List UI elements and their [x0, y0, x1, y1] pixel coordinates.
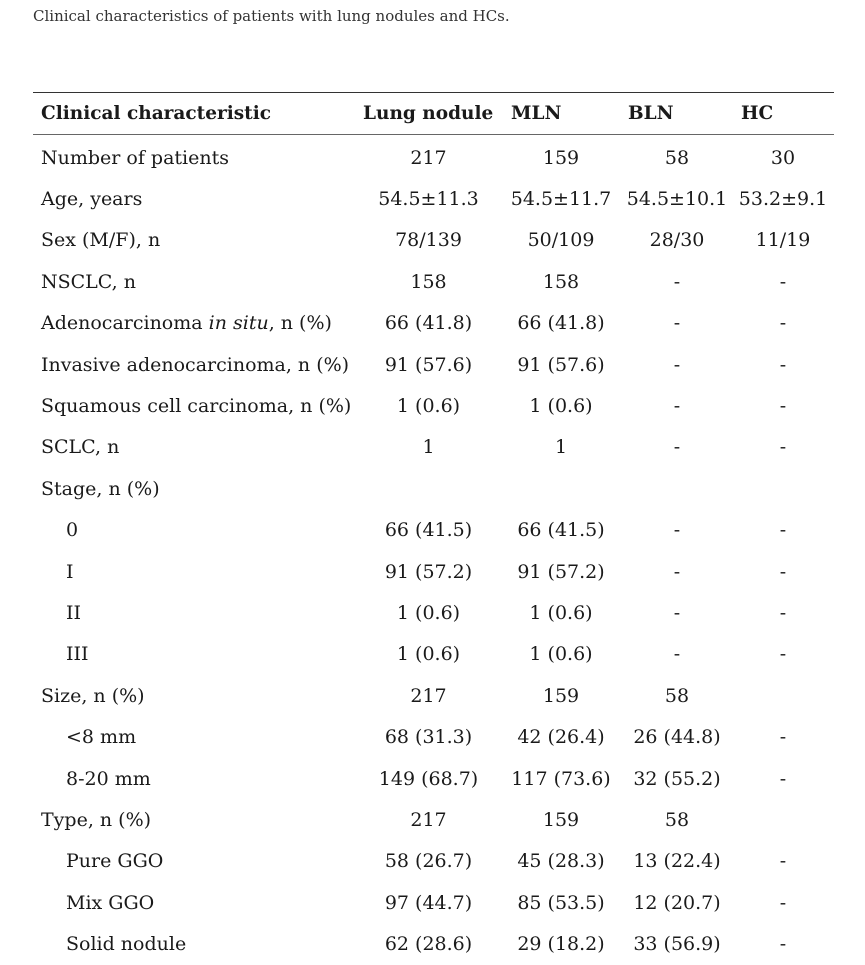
cell-bln: 33 (56.9): [633, 933, 721, 956]
cell-bln: -: [673, 395, 681, 418]
cell-lung-nodule: 217: [410, 684, 447, 707]
cell-lung-nodule: 78/139: [395, 229, 462, 252]
row-label: [41, 303, 332, 344]
table-row: [33, 178, 834, 219]
cell-bln: -: [673, 643, 681, 666]
table-row: [33, 675, 834, 716]
header-clinical-characteristic: Clinical characteristic: [41, 103, 272, 124]
cell-hc: -: [779, 601, 787, 624]
cell-bln: -: [673, 312, 681, 335]
cell-mln: 42 (26.4): [517, 726, 605, 749]
table-body: [33, 135, 834, 965]
cell-bln: -: [673, 601, 681, 624]
cell-hc: -: [779, 560, 787, 583]
cell-hc: -: [779, 312, 787, 335]
row-label: III: [66, 643, 89, 666]
table-row: [33, 385, 834, 426]
cell-lung-nodule: 1 (0.6): [396, 395, 461, 418]
table-row: [33, 344, 834, 385]
cell-mln: 159: [542, 146, 580, 169]
cell-lung-nodule: 68 (31.3): [384, 726, 473, 749]
cell-lung-nodule: [351, 468, 506, 509]
row-label: 0: [66, 519, 79, 542]
cell-bln: -: [673, 436, 681, 459]
cell-hc: -: [779, 519, 787, 542]
cell-lung-nodule: 91 (57.2): [384, 560, 473, 583]
row-label: Squamous cell carcinoma, n (%): [41, 395, 352, 418]
cell-bln: -: [673, 519, 681, 542]
row-label: II: [66, 601, 82, 624]
cell-mln: 54.5±11.7: [510, 188, 612, 211]
table-row: [33, 799, 834, 840]
row-label: Stage, n (%): [41, 477, 160, 500]
cell-hc: [732, 675, 834, 716]
table-row: [33, 510, 834, 551]
cell-lung-nodule: 158: [410, 270, 447, 293]
cell-lung-nodule: 217: [410, 146, 447, 169]
cell-lung-nodule: 54.5±11.3: [378, 188, 479, 211]
cell-mln: 45 (28.3): [517, 850, 605, 873]
table-row: [33, 427, 834, 468]
cell-bln: -: [673, 353, 681, 376]
cell-hc: [732, 799, 834, 840]
cell-mln: 29 (18.2): [517, 933, 605, 956]
row-label: <8 mm: [66, 726, 137, 749]
cell-hc: -: [779, 767, 787, 790]
header-lung-nodule: Lung nodule: [363, 103, 494, 124]
table-row: [33, 882, 834, 923]
cell-lung-nodule: 1 (0.6): [396, 643, 461, 666]
row-label-post: , n (%): [268, 312, 332, 335]
cell-mln: 91 (57.6): [517, 353, 605, 376]
cell-hc: 30: [770, 146, 796, 169]
cell-hc: -: [779, 436, 787, 459]
clinical-table: [33, 92, 834, 965]
table-header-row: [33, 93, 834, 134]
table-row: [33, 923, 834, 964]
cell-mln: 117 (73.6): [511, 767, 611, 790]
cell-mln: [506, 468, 616, 509]
row-label: Pure GGO: [66, 850, 164, 873]
cell-mln: 66 (41.5): [517, 519, 605, 542]
row-label: I: [66, 560, 74, 583]
cell-hc: -: [779, 643, 787, 666]
cell-mln: 158: [542, 270, 580, 293]
cell-bln: 58: [664, 146, 690, 169]
row-label: NSCLC, n: [41, 270, 136, 293]
cell-bln: 54.5±10.1: [626, 188, 728, 211]
cell-bln: 13 (22.4): [633, 850, 721, 873]
table-row: [33, 592, 834, 633]
table-row: [33, 716, 834, 757]
table-row: [33, 303, 834, 344]
cell-bln: 32 (55.2): [633, 767, 721, 790]
table-row: [33, 551, 834, 592]
cell-lung-nodule: 91 (57.6): [384, 353, 473, 376]
cell-hc: 53.2±9.1: [738, 188, 828, 211]
cell-mln: 1 (0.6): [529, 601, 593, 624]
table-row: [33, 220, 834, 261]
cell-mln: 1 (0.6): [529, 643, 593, 666]
row-label-pre: Adenocarcinoma: [41, 312, 209, 335]
cell-lung-nodule: 66 (41.5): [384, 519, 473, 542]
header-mln: MLN: [511, 103, 562, 124]
cell-bln: -: [673, 560, 681, 583]
table-row: [33, 261, 834, 302]
table-row: [33, 137, 834, 178]
cell-hc: -: [779, 933, 787, 956]
table-row: [33, 634, 834, 675]
row-label: 8-20 mm: [66, 767, 151, 790]
cell-mln: 66 (41.8): [517, 312, 605, 335]
table-row: [33, 758, 834, 799]
cell-hc: 11/19: [755, 229, 811, 252]
table-row: [33, 468, 834, 509]
row-label: Mix GGO: [66, 891, 155, 914]
row-label: Age, years: [41, 188, 143, 211]
cell-mln: 50/109: [527, 229, 595, 252]
cell-bln: 26 (44.8): [633, 726, 721, 749]
row-label: Solid nodule: [66, 933, 187, 956]
cell-hc: -: [779, 270, 787, 293]
cell-hc: -: [779, 726, 787, 749]
cell-mln: 159: [542, 808, 580, 831]
cell-bln: 12 (20.7): [633, 891, 721, 914]
row-label: Invasive adenocarcinoma, n (%): [41, 353, 350, 376]
cell-hc: -: [779, 891, 787, 914]
row-label: Size, n (%): [41, 684, 145, 707]
header-hc: HC: [741, 103, 774, 124]
cell-bln: 58: [664, 808, 690, 831]
row-label: SCLC, n: [41, 436, 120, 459]
cell-bln: 28/30: [649, 229, 705, 252]
cell-mln: 1: [554, 436, 568, 459]
table-caption: Clinical characteristics of patients with lung nodules and HCs.: [33, 7, 510, 25]
cell-mln: 1 (0.6): [529, 395, 593, 418]
cell-lung-nodule: 97 (44.7): [384, 891, 473, 914]
cell-lung-nodule: 217: [410, 808, 447, 831]
cell-bln: -: [673, 270, 681, 293]
cell-hc: -: [779, 395, 787, 418]
table-row: [33, 841, 834, 882]
cell-lung-nodule: 58 (26.7): [384, 850, 473, 873]
row-label: Sex (M/F), n: [41, 229, 161, 252]
cell-hc: [732, 468, 834, 509]
cell-hc: -: [779, 353, 787, 376]
cell-mln: 85 (53.5): [517, 891, 605, 914]
cell-mln: 159: [542, 684, 580, 707]
cell-lung-nodule: 149 (68.7): [378, 767, 479, 790]
cell-mln: 91 (57.2): [517, 560, 605, 583]
row-label: Number of patients: [41, 146, 229, 169]
cell-lung-nodule: 66 (41.8): [384, 312, 473, 335]
row-label-italic: in situ: [208, 312, 269, 335]
cell-bln: 58: [664, 684, 690, 707]
cell-lung-nodule: 62 (28.6): [384, 933, 473, 956]
cell-lung-nodule: 1: [422, 436, 435, 459]
row-label: Type, n (%): [41, 808, 152, 831]
cell-lung-nodule: 1 (0.6): [396, 601, 461, 624]
cell-bln: [622, 468, 732, 509]
header-bln: BLN: [628, 103, 674, 124]
cell-hc: -: [779, 850, 787, 873]
